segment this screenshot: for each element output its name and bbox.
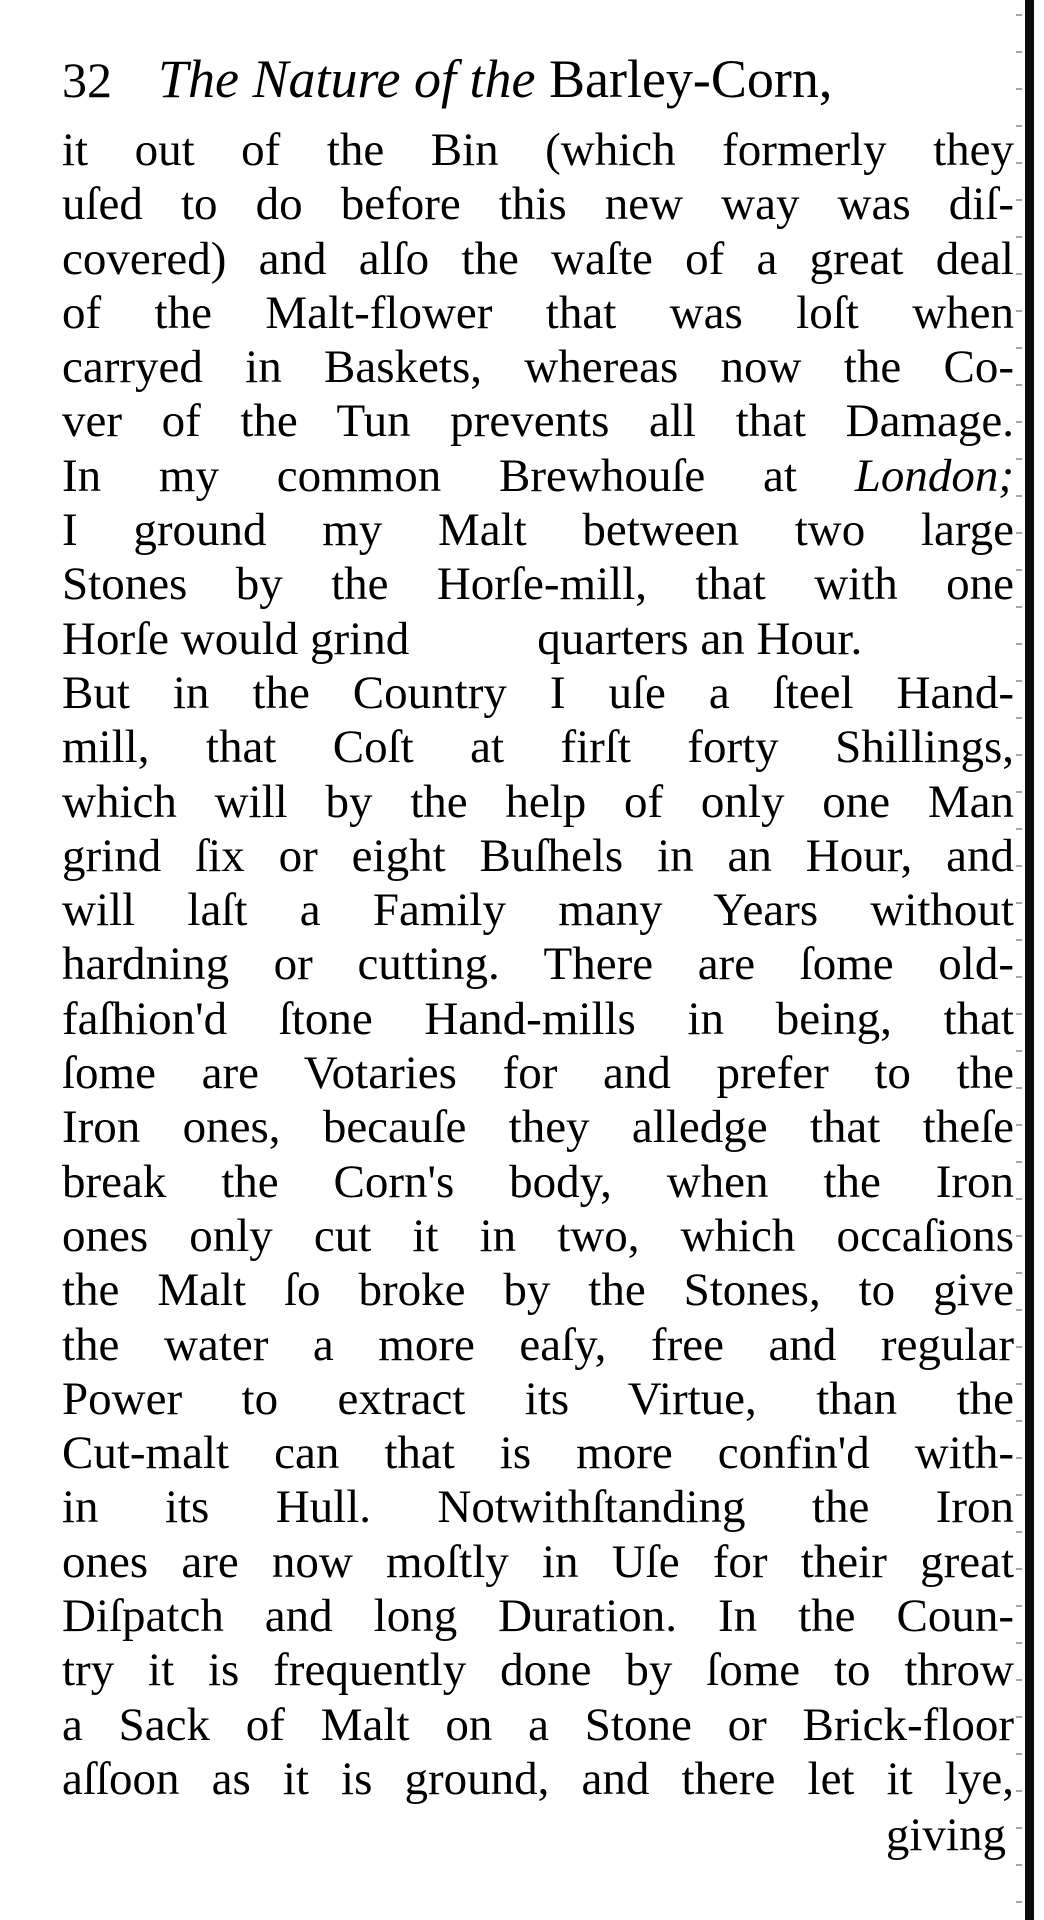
running-header bbox=[62, 34, 1002, 124]
text-line-end: quarters an Hour. bbox=[537, 612, 863, 665]
text-line: a Sack of Malt on a Stone or Brick-floor bbox=[62, 1698, 1014, 1751]
text-line: which will by the help of only one Man bbox=[62, 775, 1014, 828]
text-line: Iron ones, becauſe they alledge that theſe bbox=[62, 1101, 1014, 1154]
text-line: grind ſix or eight Buſhels in an Hour, and bbox=[62, 829, 1014, 882]
text-line: will laſt a Family many Years without bbox=[62, 884, 1014, 937]
text-line: ver of the Tun prevents all that Damage. bbox=[62, 395, 1014, 448]
text-line: I ground my Malt between two large bbox=[62, 504, 1014, 557]
text-line: in its Hull. Notwithſtanding the Iron bbox=[62, 1481, 1014, 1534]
text-line: ſome are Votaries for and prefer to the bbox=[62, 1047, 1014, 1100]
body-text bbox=[62, 123, 1014, 1806]
text-line: carryed in Baskets, whereas now the Co- bbox=[62, 341, 1014, 394]
text-line: covered) and alſo the waſte of a great deal bbox=[62, 232, 1014, 285]
text-line: it out of the Bin (which formerly they bbox=[62, 124, 1014, 176]
page-edge-rule bbox=[1025, 0, 1034, 1920]
text-line: ones are now moſtly in Uſe for their great bbox=[62, 1535, 1014, 1588]
text-line-start: Horſe would grind bbox=[62, 612, 410, 665]
text-line: of the Malt-flower that was loſt when bbox=[62, 286, 1014, 339]
text-line: the Malt ſo broke by the Stones, to give bbox=[62, 1264, 1014, 1317]
italic-place-name: London; bbox=[854, 449, 1014, 502]
text-line: Stones by the Horſe-mill, that with one bbox=[62, 558, 1014, 611]
text-line: uſed to do before this new way was diſ- bbox=[62, 178, 1014, 231]
text-line: aſſoon as it is ground, and there let it lye, bbox=[62, 1752, 1014, 1805]
gutter-speckle bbox=[1016, 0, 1022, 1920]
running-title-italic: The Nature of the bbox=[158, 49, 536, 109]
text-line: faſhion'd ſtone Hand-mills in being, that bbox=[62, 992, 1014, 1045]
text-line: the water a more eaſy, free and regular bbox=[62, 1318, 1014, 1371]
text-line bbox=[62, 612, 1014, 666]
text-line: Diſpatch and long Duration. In the Coun- bbox=[62, 1590, 1014, 1643]
text-line-start: In my common Brewhouſe at bbox=[62, 449, 797, 502]
running-title-roman: Barley-Corn, bbox=[548, 49, 833, 109]
text-line bbox=[62, 449, 1014, 503]
text-line: But in the Country I uſe a ſteel Hand- bbox=[62, 666, 1014, 719]
catchword: giving bbox=[885, 1809, 1006, 1861]
text-line: try it is frequently done by ſome to throw bbox=[62, 1644, 1014, 1697]
text-line: ones only cut it in two, which occaſions bbox=[62, 1209, 1014, 1262]
text-line: break the Corn's body, when the Iron bbox=[62, 1155, 1014, 1208]
text-line: mill, that Coſt at firſt forty Shillings, bbox=[62, 721, 1014, 774]
text-line: Cut-malt can that is more confin'd with- bbox=[62, 1427, 1014, 1480]
text-line: Power to extract its Virtue, than the bbox=[62, 1372, 1014, 1425]
text-line: hardning or cutting. There are ſome old- bbox=[62, 938, 1014, 991]
page-number: 32 bbox=[62, 52, 112, 108]
